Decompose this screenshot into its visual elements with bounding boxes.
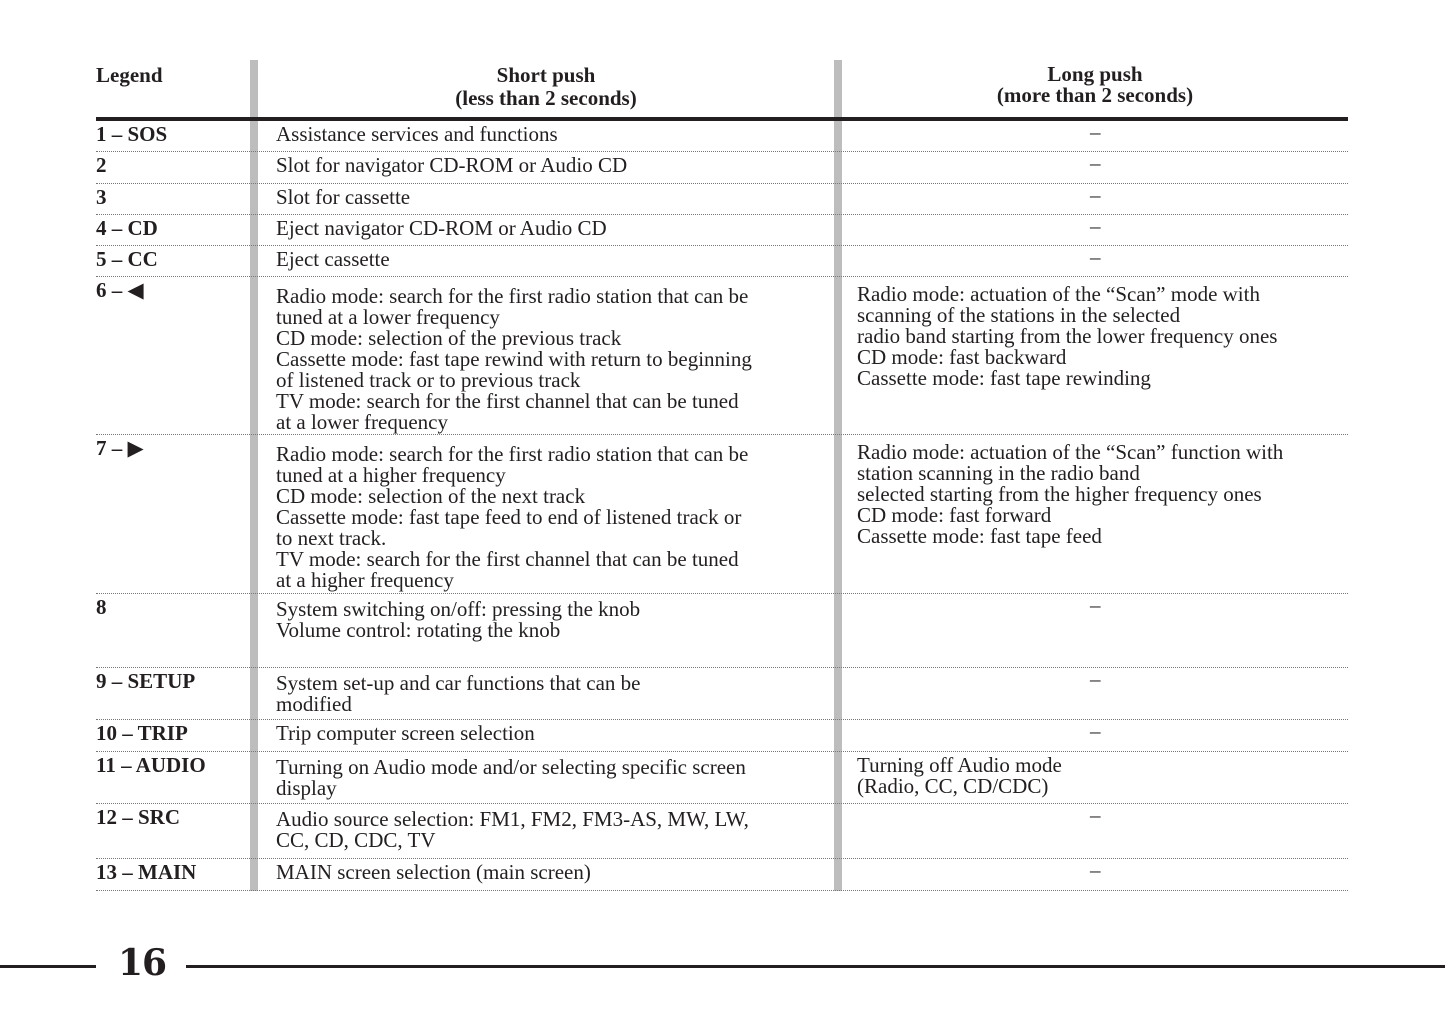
text-line: TV mode: search for the first channel that can be tuned <box>276 547 739 571</box>
header-short-push-title: Short push <box>496 63 596 87</box>
footer-rule-right <box>186 965 1445 968</box>
long-push-cell <box>857 284 1277 389</box>
header-long-push-sub: (more than 2 seconds) <box>996 83 1194 107</box>
header-long-push <box>842 64 1348 106</box>
text-line: Cassette mode: fast tape rewind with return to beginning <box>276 347 752 371</box>
text-line: Radio mode: actuation of the “Scan” function with <box>857 440 1284 464</box>
header-legend: Legend <box>96 63 163 87</box>
text-line: at a higher frequency <box>276 568 454 592</box>
text-line: Assistance services and functions <box>276 122 558 146</box>
text-line: CC, CD, CDC, TV <box>276 828 436 852</box>
text-line: Eject cassette <box>276 247 390 271</box>
text-line: Slot for cassette <box>276 185 411 209</box>
table-row <box>96 720 1348 752</box>
table-row <box>96 121 1348 152</box>
short-push-cell <box>276 187 410 208</box>
header-short-push <box>258 64 834 110</box>
text-line: Radio mode: search for the first radio station that can be <box>276 442 749 466</box>
text-line: Eject navigator CD-ROM or Audio CD <box>276 216 607 240</box>
text-line: – <box>1090 245 1101 269</box>
legend-cell: 4 – CD <box>96 216 158 240</box>
text-line: (Radio, CC, CD/CDC) <box>857 774 1049 798</box>
text-line: modified <box>276 692 352 716</box>
table-row <box>96 277 1348 435</box>
text-line: display <box>276 776 337 800</box>
text-line: – <box>1090 214 1101 238</box>
table-row <box>96 215 1348 246</box>
text-line: – <box>1090 183 1101 207</box>
table-row <box>96 859 1348 891</box>
legend-cell: 7 – ▶ <box>96 436 144 460</box>
text-line: CD mode: fast forward <box>857 503 1052 527</box>
table-row <box>96 435 1348 594</box>
header-short-push-sub: (less than 2 seconds) <box>455 86 637 110</box>
text-line: Cassette mode: fast tape rewinding <box>857 366 1151 390</box>
text-line: – <box>1090 803 1101 827</box>
text-line: Turning off Audio mode <box>857 753 1062 777</box>
text-line: Trip computer screen selection <box>276 721 535 745</box>
footer-rule-left <box>0 965 96 968</box>
long-push-cell <box>1090 860 1101 881</box>
text-line: to next track. <box>276 526 387 550</box>
legend-cell: 6 – ◀ <box>96 278 144 302</box>
text-line: Cassette mode: fast tape feed to end of listened track or <box>276 505 742 529</box>
long-push-cell <box>1090 153 1101 174</box>
short-push-cell <box>276 155 627 176</box>
text-line: System switching on/off: pressing the knob <box>276 597 641 621</box>
text-line: – <box>1090 151 1101 175</box>
text-line: System set-up and car functions that can be <box>276 671 641 695</box>
long-push-cell <box>1090 247 1101 268</box>
long-push-cell <box>857 442 1283 547</box>
legend-cell: 8 <box>96 595 107 619</box>
table-row <box>96 804 1348 859</box>
text-line: Turning on Audio mode and/or selecting specific screen <box>276 755 746 779</box>
short-push-cell <box>276 862 591 883</box>
text-line: of listened track or to previous track <box>276 368 581 392</box>
legend-cell: 2 <box>96 153 107 177</box>
long-push-cell <box>1090 185 1101 206</box>
legend-cell: 10 – TRIP <box>96 721 188 745</box>
short-push-cell <box>276 124 558 145</box>
text-line: TV mode: search for the first channel that can be tuned <box>276 389 739 413</box>
text-line: radio band starting from the lower frequency ones <box>857 324 1278 348</box>
short-push-cell <box>276 286 752 433</box>
long-push-cell <box>1090 122 1101 143</box>
text-line: Radio mode: actuation of the “Scan” mode with <box>857 282 1260 306</box>
long-push-cell <box>1090 721 1101 742</box>
text-line: Radio mode: search for the first radio station that can be <box>276 284 749 308</box>
table-row <box>96 668 1348 720</box>
short-push-cell <box>276 599 640 641</box>
legend-cell: 12 – SRC <box>96 805 181 829</box>
text-line: Slot for navigator CD-ROM or Audio CD <box>276 153 628 177</box>
legend-cell: 9 – SETUP <box>96 669 196 693</box>
long-push-cell <box>857 755 1062 797</box>
short-push-cell <box>276 249 390 270</box>
text-line: scanning of the stations in the selected <box>857 303 1181 327</box>
header-long-push-title: Long push <box>1047 62 1143 86</box>
long-push-cell <box>1090 669 1101 690</box>
short-push-cell <box>276 444 748 591</box>
page-number: 16 <box>118 942 167 984</box>
text-line: at a lower frequency <box>276 410 448 434</box>
text-line: CD mode: selection of the previous track <box>276 326 622 350</box>
short-push-cell <box>276 757 746 799</box>
table-row <box>96 594 1348 668</box>
text-line: tuned at a lower frequency <box>276 305 500 329</box>
long-push-cell <box>1090 595 1101 616</box>
short-push-cell <box>276 218 607 239</box>
table-row <box>96 184 1348 215</box>
text-line: selected starting from the higher frequency ones <box>857 482 1262 506</box>
text-line: CD mode: selection of the next track <box>276 484 586 508</box>
text-line: tuned at a higher frequency <box>276 463 506 487</box>
text-line: MAIN screen selection (main screen) <box>276 860 591 884</box>
short-push-cell <box>276 723 535 744</box>
text-line: – <box>1090 667 1101 691</box>
text-line: – <box>1090 719 1101 743</box>
text-line: – <box>1090 120 1101 144</box>
text-line: Cassette mode: fast tape feed <box>857 524 1102 548</box>
text-line: CD mode: fast backward <box>857 345 1067 369</box>
text-line: – <box>1090 858 1101 882</box>
text-line: station scanning in the radio band <box>857 461 1140 485</box>
legend-cell: 5 – CC <box>96 247 158 271</box>
long-push-cell <box>1090 805 1101 826</box>
text-line: Audio source selection: FM1, FM2, FM3-AS, MW, LW, <box>276 807 749 831</box>
text-line: Volume control: rotating the knob <box>276 618 561 642</box>
legend-cell: 11 – AUDIO <box>96 753 206 777</box>
legend-cell: 13 – MAIN <box>96 860 197 884</box>
legend-cell: 3 <box>96 185 107 209</box>
text-line: – <box>1090 593 1101 617</box>
legend-cell: 1 – SOS <box>96 122 168 146</box>
table-row <box>96 152 1348 184</box>
table-row <box>96 246 1348 277</box>
short-push-cell <box>276 673 640 715</box>
short-push-cell <box>276 809 749 851</box>
long-push-cell <box>1090 216 1101 237</box>
table-row <box>96 752 1348 804</box>
